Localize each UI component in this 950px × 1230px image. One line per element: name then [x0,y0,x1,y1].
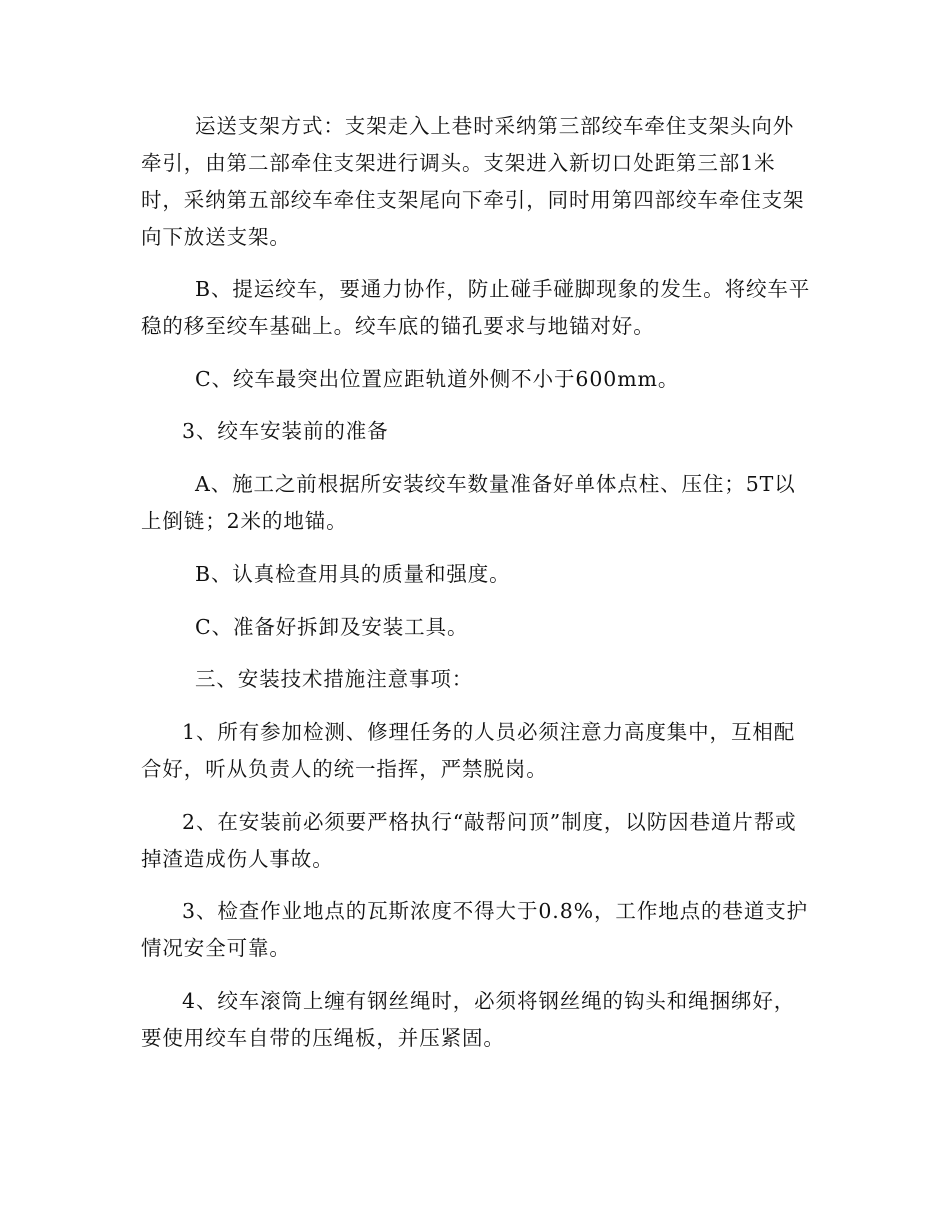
paragraph-winch-lifting: B、提运绞车，要通力协作，防止碰手碰脚现象的发生。将绞车平稳的移至绞车基础上。绞车底的锚孔要求与地锚对好。 [141,277,811,338]
paragraph-note-1: 1、所有参加检测、修理任务的人员必须注意力高度集中，互相配合好，听从负责人的统一指挥，严禁脱岗。 [141,720,796,781]
section-heading-preparation: 3、绞车安装前的准备 [182,419,389,443]
paragraph-note-4: 4、绞车滚筒上缠有钢丝绳时，必须将钢丝绳的钩头和绳捆绑好，要使用绞车自带的压绳板，并压紧固。 [141,989,796,1050]
paragraph-prepare-tools: C、准备好拆卸及安装工具。 [195,615,469,639]
paragraph-prepare-materials: A、施工之前根据所安装绞车数量准备好单体点柱、压住；5T以上倒链；2米的地锚。 [141,472,796,533]
paragraph-note-3: 3、检查作业地点的瓦斯浓度不得大于0.8%，工作地点的巷道支护情况安全可靠。 [141,899,809,960]
section-heading-safety-notes: 三、安装技术措施注意事项： [195,667,474,691]
paragraph-note-2: 2、在安装前必须要严格执行“敲帮问顶”制度，以防因巷道片帮或掉渣造成伤人事故。 [141,810,797,871]
paragraph-check-tools: B、认真检查用具的质量和强度。 [195,562,511,586]
paragraph-winch-clearance: C、绞车最突出位置应距轨道外侧不小于600mm。 [195,367,680,391]
paragraph-transport-method: 运送支架方式：支架走入上巷时采纳第三部绞车牵住支架头向外牵引，由第二部牵住支架进行调头。支架进入新切口处距第三部1米时，采纳第五部绞车牵住支架尾向下牵引，同时用第四部绞车牵住支架向下放送支架。 [141,114,805,249]
